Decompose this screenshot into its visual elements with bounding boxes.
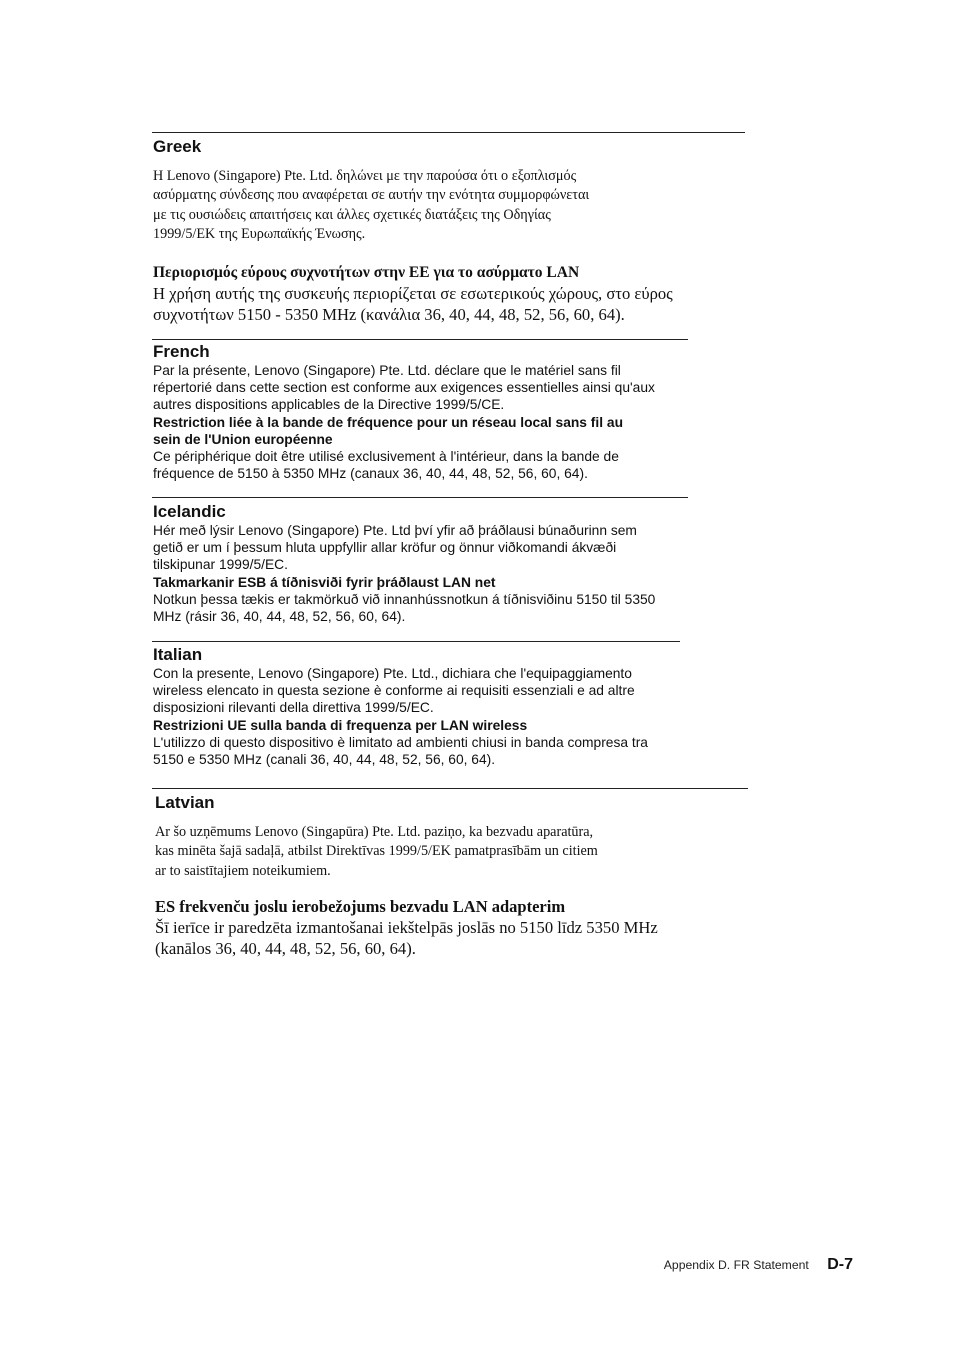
latvian-body — [155, 823, 658, 881]
icelandic-body-line: tilskipunar 1999/5/EC. — [153, 557, 288, 573]
divider-greek — [152, 132, 745, 133]
italian-body-line: disposizioni rilevanti della direttiva 1999/5/EC. — [153, 700, 434, 716]
greek-body-line: 1999/5/ΕΚ της Ευρωπαϊκής Ένωσης. — [153, 226, 366, 243]
section-greek — [153, 137, 673, 325]
latvian-restriction — [155, 917, 658, 959]
greek-body-line: Η Lenovo (Singapore) Pte. Ltd. δηλώνει με την παρούσα ότι ο εξοπλισμός — [153, 168, 577, 184]
heading-italian: Italian — [153, 645, 203, 664]
french-body-line: répertorié dans cette section est conforme aux exigences essentielles ainsi qu'aux — [153, 380, 655, 396]
greek-body-line: ασύρματης σύνδεσης που αναφέρεται σε αυτήν την ενότητα συμμορφώνεται — [153, 187, 590, 204]
latvian-restriction-line: (kanālos 36, 40, 44, 48, 52, 56, 60, 64). — [155, 939, 416, 959]
section-icelandic — [153, 502, 655, 625]
italian-restriction-line: 5150 e 5350 MHz (canali 36, 40, 44, 48, 52, 56, 60, 64). — [153, 752, 496, 768]
divider-latvian — [152, 788, 748, 789]
greek-body — [153, 167, 673, 245]
greek-restriction-line: συχνοτήτων 5150 - 5350 MHz (κανάλια 36, 40, 44, 48, 52, 56, 60, 64). — [153, 304, 625, 324]
icelandic-body-line: Hér með lýsir Lenovo (Singapore) Pte. Ltd því yfir að þráðlausi búnaðurinn sem — [153, 523, 637, 538]
italian-restriction-line: L'utilizzo di questo dispositivo è limitato ad ambienti chiusi in banda compresa tra — [153, 734, 648, 750]
icelandic-subheading: Takmarkanir ESB á tíðnisviði fyrir þráðlaust LAN net — [153, 574, 496, 590]
divider-icelandic — [152, 497, 688, 498]
latvian-restriction-line: Šī ierīce ir paredzēta izmantošanai iekštelpās joslās no 5150 līdz 5350 MHz — [155, 918, 658, 938]
greek-restriction — [153, 283, 673, 325]
latvian-body-line: ar to saistītajiem noteikumiem. — [155, 862, 331, 879]
latvian-body-line: kas minēta šajā sadaļā, atbilst Direktīvas 1999/5/EK pamatprasībām un citiem — [155, 843, 598, 860]
page-footer — [664, 1256, 853, 1274]
icelandic-body-line: getið er um í þessum hluta uppfyllir allar kröfur og önnur viðkomandi ákvæði — [153, 540, 617, 556]
greek-body-line: με τις ουσιώδεις απαιτήσεις και άλλες σχετικές διατάξεις της Οδηγίας — [153, 206, 551, 223]
italian-body-line: Con la presente, Lenovo (Singapore) Pte. Ltd., dichiara che l'equipaggiamento — [153, 666, 632, 681]
footer-text: Appendix D. FR Statement — [663, 1258, 809, 1272]
heading-latvian: Latvian — [155, 793, 215, 812]
heading-greek: Greek — [153, 137, 202, 156]
heading-french: French — [153, 342, 210, 361]
page-number: D-7 — [827, 1256, 853, 1273]
section-french — [153, 342, 655, 482]
icelandic-restriction-line: MHz (rásir 36, 40, 44, 48, 52, 56, 60, 64). — [153, 609, 406, 625]
section-latvian — [155, 793, 658, 959]
heading-icelandic: Icelandic — [153, 502, 226, 521]
french-subheading: sein de l'Union européenne — [153, 431, 333, 447]
divider-french — [152, 339, 688, 340]
section-italian — [153, 645, 648, 768]
french-body-line: Par la présente, Lenovo (Singapore) Pte. Ltd. déclare que le matériel sans fil — [153, 363, 621, 378]
french-subheading: Restriction liée à la bande de fréquence pour un réseau local sans fil au — [153, 414, 624, 430]
italian-body-line: wireless elencato in questa sezione è conforme ai requisiti essenziali e ad altre — [153, 683, 635, 699]
italian-subheading: Restrizioni UE sulla banda di frequenza per LAN wireless — [153, 717, 528, 733]
divider-italian — [152, 641, 680, 642]
latvian-body-line: Ar šo uzņēmums Lenovo (Singapūra) Pte. Ltd. paziņo, ka bezvadu aparatūra, — [155, 824, 594, 840]
icelandic-restriction-line: Notkun þessa tækis er takmörkuð við innanhússnotkun á tíðnisviðinu 5150 til 5350 — [153, 591, 656, 607]
french-restriction-line: Ce périphérique doit être utilisé exclusivement à l'intérieur, dans la bande de — [153, 449, 619, 465]
greek-restriction-line: Η χρήση αυτής της συσκευής περιορίζεται σε εσωτερικούς χώρους, στο εύρος — [153, 283, 673, 303]
french-body-line: autres dispositions applicables de la Directive 1999/5/CE. — [153, 397, 505, 413]
greek-subheading: Περιορισμός εύρους συχνοτήτων στην ΕΕ για το ασύρματο LAN — [153, 263, 580, 281]
latvian-subheading: ES frekvenču joslu ierobežojums bezvadu LAN adapterim — [155, 897, 566, 917]
french-restriction-line: fréquence de 5150 à 5350 MHz (canaux 36, 40, 44, 48, 52, 56, 60, 64). — [153, 466, 588, 482]
